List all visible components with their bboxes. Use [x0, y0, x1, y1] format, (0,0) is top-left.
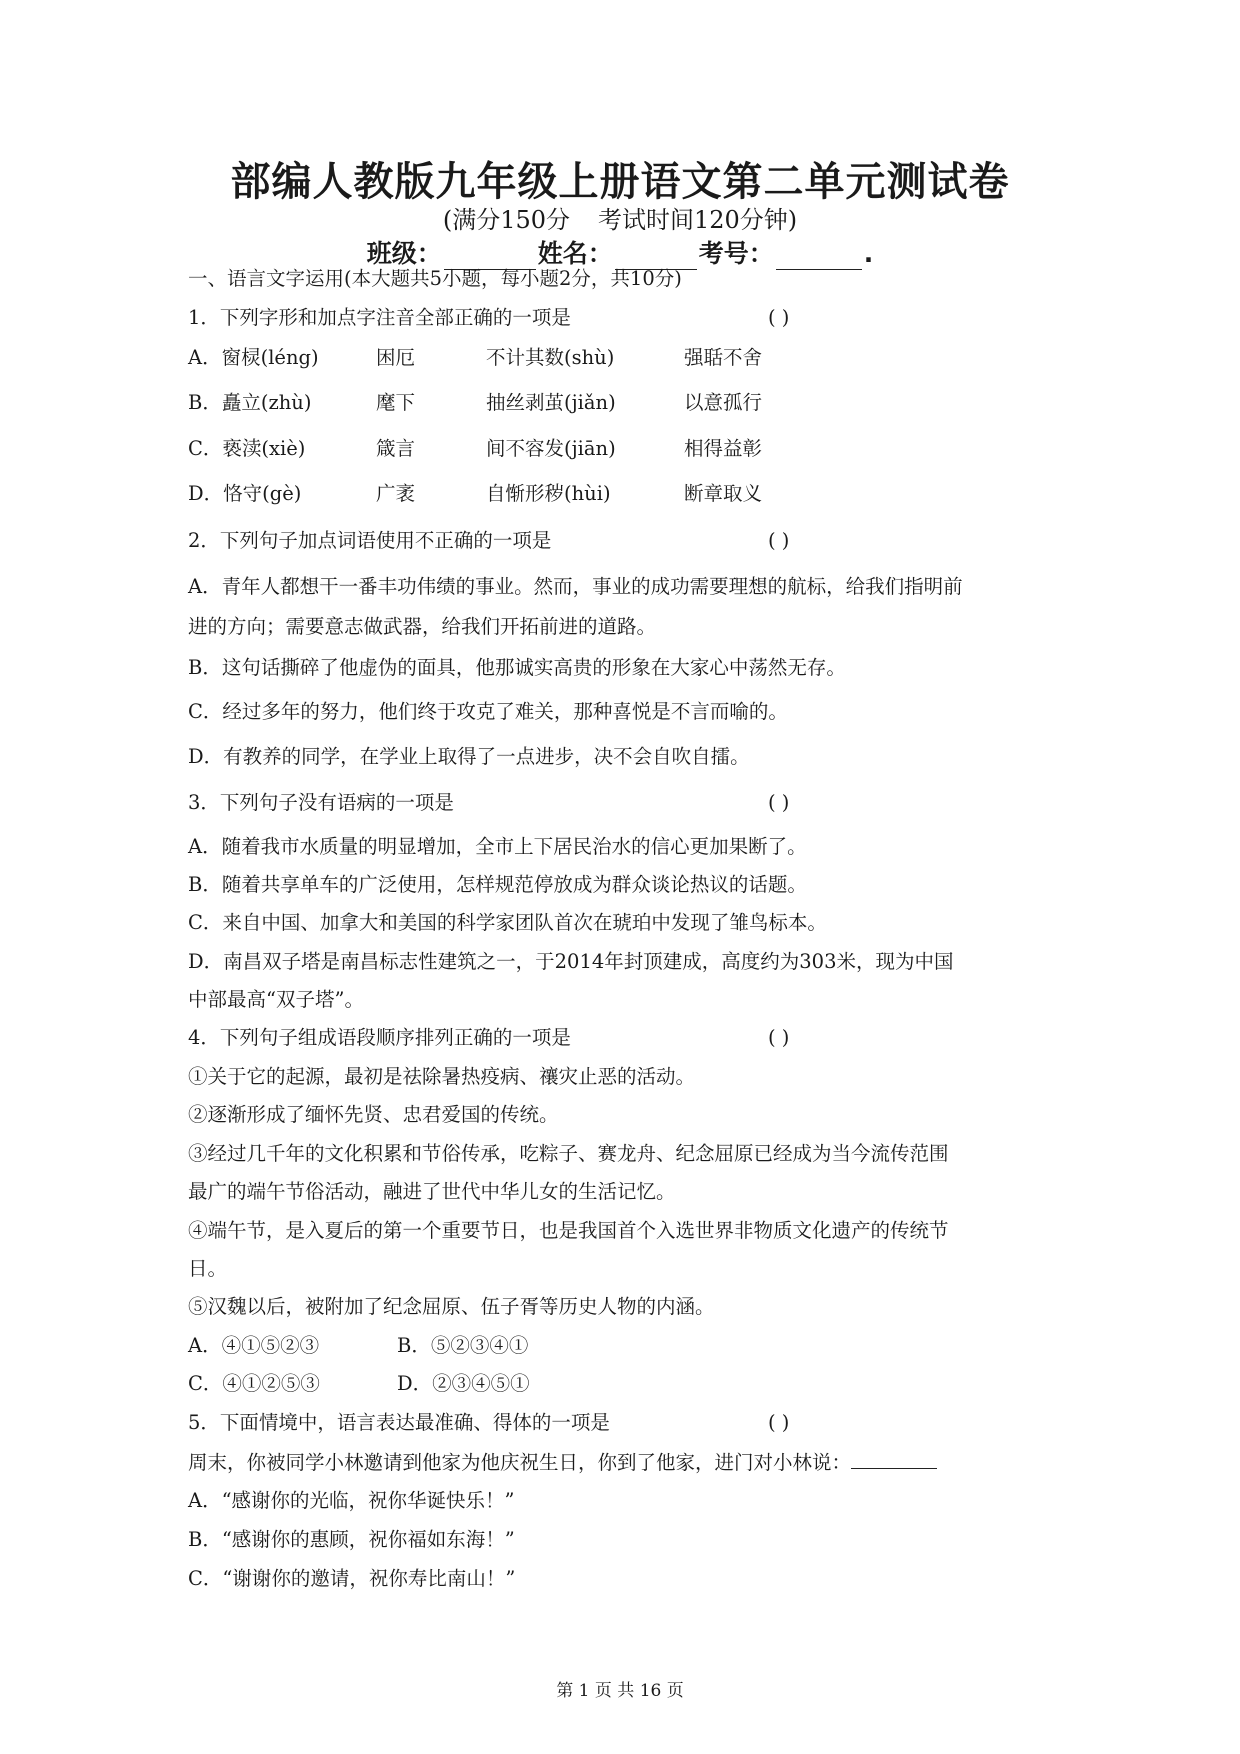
info-end: . — [863, 239, 874, 268]
q5-scene — [188, 1448, 937, 1476]
q3-answer-bracket: ( ) — [768, 791, 790, 814]
q1-answer-bracket: ( ) — [768, 306, 790, 329]
q2-option-d: D．有教养的同学，在学业上取得了一点进步，决不会自吹自擂。 — [188, 745, 750, 768]
exam-time: 考试时间120分钟) — [598, 206, 798, 234]
q4-sentence-1: ①关于它的起源，最初是祛除暑热疫病、禳灾止恶的活动。 — [188, 1065, 696, 1088]
q3-option-d-line1: D．南昌双子塔是南昌标志性建筑之一，于2014年封顶建成，高度约为303米，现为中国 — [188, 950, 954, 973]
q1-option-c-word4: 相得益彰 — [684, 437, 763, 460]
q4-answer-bracket: ( ) — [768, 1026, 790, 1049]
page-title: 部编人教版九年级上册语文第二单元测试卷 — [230, 159, 1010, 205]
q1-option-d: D．恪守(gè) — [188, 482, 302, 505]
q5-option-c: C．“谢谢你的邀请，祝你寿比南山！” — [188, 1567, 516, 1590]
q3-stem: 3．下列句子没有语病的一项是 — [188, 791, 454, 814]
q4-option-b: B．⑤②③④① — [397, 1334, 529, 1357]
q5-scene-text: 周末，你被同学小林邀请到他家为他庆祝生日，你到了他家，进门对小林说： — [188, 1451, 852, 1474]
page-footer: 第 1 页 共 16 页 — [556, 1681, 684, 1701]
q1-option-c: C．亵渎(xiè) — [188, 437, 306, 460]
q5-answer-bracket: ( ) — [768, 1411, 790, 1434]
exam-subtitle — [0, 200, 1240, 235]
q5-answer-blank[interactable] — [851, 1448, 937, 1469]
section-heading: 一、语言文字运用(本大题共5小题，每小题2分，共10分) — [188, 267, 682, 290]
q5-option-b: B．“感谢你的惠顾，祝你福如东海！” — [188, 1528, 515, 1551]
q4-stem: 4．下列句子组成语段顺序排列正确的一项是 — [188, 1026, 571, 1049]
id-label: 考号： — [698, 239, 774, 268]
q4-sentence-4-line1: ④端午节，是入夏后的第一个重要节日，也是我国首个入选世界非物质文化遗产的传统节 — [188, 1219, 949, 1242]
q4-option-d: D．②③④⑤① — [397, 1372, 530, 1395]
q1-option-d-word4: 断章取义 — [684, 482, 763, 505]
q2-answer-bracket: ( ) — [768, 529, 790, 552]
q3-option-c: C．来自中国、加拿大和美国的科学家团队首次在琥珀中发现了雏鸟标本。 — [188, 911, 827, 934]
q4-option-c: C．④①②⑤③ — [188, 1372, 320, 1395]
q1-option-b-word4: 以意孤行 — [684, 391, 763, 414]
q3-option-d-line2: 中部最高“双子塔”。 — [188, 988, 364, 1011]
q2-stem: 2．下列句子加点词语使用不正确的一项是 — [188, 529, 552, 552]
q2-option-c: C．经过多年的努力，他们终于攻克了难关，那种喜悦是不言而喻的。 — [188, 700, 788, 723]
class-label: 班级： — [366, 239, 442, 268]
q1-option-d-word3: 自惭形秽(hùi) — [486, 482, 611, 505]
q1-option-a-word4: 强聒不舍 — [684, 346, 763, 369]
q2-option-a-line1: A．青年人都想干一番丰功伟绩的事业。然而，事业的成功需要理想的航标，给我们指明前 — [188, 575, 963, 598]
q4-sentence-2: ②逐渐形成了缅怀先贤、忠君爱国的传统。 — [188, 1103, 559, 1126]
student-info-line — [0, 234, 1240, 270]
q1-option-a: A．窗棂(léng) — [188, 346, 319, 369]
q1-option-a-word3: 不计其数(shù) — [486, 346, 615, 369]
q4-option-a: A．④①⑤②③ — [188, 1334, 320, 1357]
q1-option-c-word2: 箴言 — [376, 437, 416, 460]
q1-option-b: B．矗立(zhù) — [188, 391, 312, 414]
q4-sentence-4-line2: 日。 — [188, 1257, 228, 1280]
q2-option-b: B．这句话撕碎了他虚伪的面具，他那诚实高贵的形象在大家心中荡然无存。 — [188, 656, 846, 679]
q2-option-a-line2: 进的方向；需要意志做武器，给我们开拓前进的道路。 — [188, 615, 657, 638]
full-score: (满分150分 — [442, 206, 570, 234]
q3-option-a: A．随着我市水质量的明显增加，全市上下居民治水的信心更加果断了。 — [188, 835, 807, 858]
q1-option-b-word3: 抽丝剥茧(jiǎn) — [486, 391, 616, 414]
name-label: 姓名： — [537, 239, 613, 268]
q5-stem: 5．下面情境中，语言表达最准确、得体的一项是 — [188, 1411, 610, 1434]
q1-option-b-word2: 麾下 — [376, 391, 416, 414]
q1-option-d-word2: 广袤 — [376, 482, 416, 505]
q1-stem: 1．下列字形和加点字注音全部正确的一项是 — [188, 306, 571, 329]
q1-option-c-word3: 间不容发(jiān) — [486, 437, 616, 460]
id-blank[interactable] — [776, 243, 862, 270]
q4-sentence-3-line2: 最广的端午节俗活动，融进了世代中华儿女的生活记忆。 — [188, 1180, 676, 1203]
q1-option-a-word2: 困厄 — [376, 346, 416, 369]
q3-option-b: B．随着共享单车的广泛使用，怎样规范停放成为群众谈论热议的话题。 — [188, 873, 807, 896]
q4-sentence-5: ⑤汉魏以后，被附加了纪念屈原、伍子胥等历史人物的内涵。 — [188, 1295, 715, 1318]
q5-option-a: A．“感谢你的光临，祝你华诞快乐！” — [188, 1489, 515, 1512]
q4-sentence-3-line1: ③经过几千年的文化积累和节俗传承，吃粽子、赛龙舟、纪念屈原已经成为当今流传范围 — [188, 1142, 949, 1165]
